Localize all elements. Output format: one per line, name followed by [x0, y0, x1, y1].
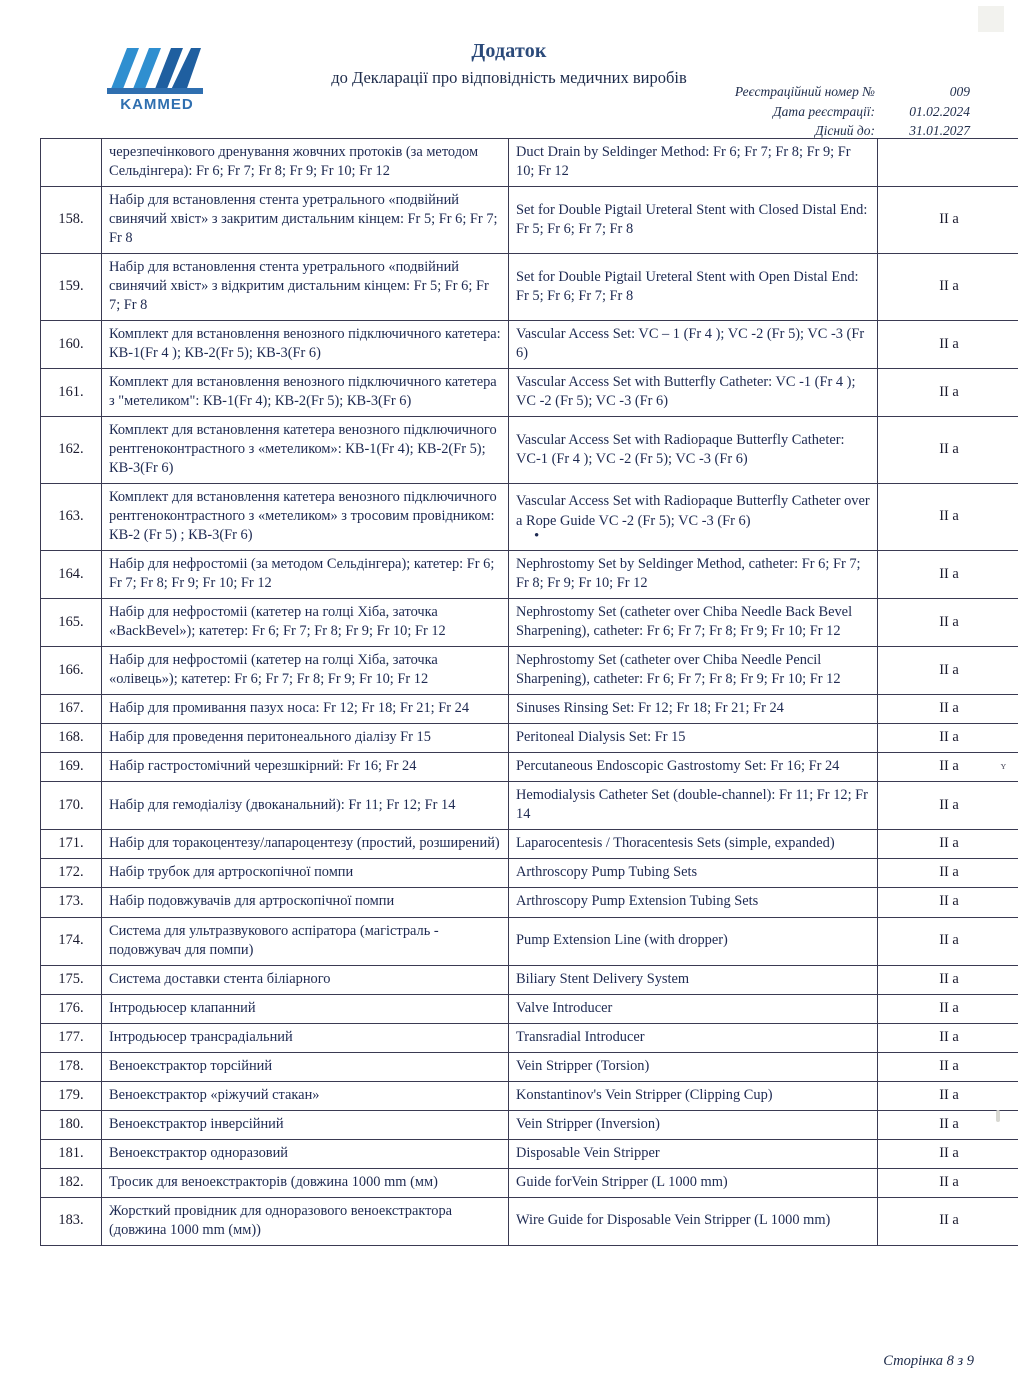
row-number: 175.	[41, 965, 102, 994]
row-number: 165.	[41, 599, 102, 647]
row-name-en: Duct Drain by Seldinger Method: Fr 6; Fr 7; Fr 8; Fr 9; Fr 10; Fr 12	[509, 139, 878, 187]
registration-row	[735, 121, 970, 141]
row-class: II a	[878, 695, 1018, 724]
table-row	[41, 1052, 1018, 1081]
row-name-ua: Інтродьюсер клапанний	[102, 994, 509, 1023]
table-row	[41, 724, 1018, 753]
row-class: II a	[878, 417, 1018, 484]
row-number	[41, 139, 102, 187]
row-class: II a	[878, 1110, 1018, 1139]
row-class: II a	[878, 187, 1018, 254]
table-body	[41, 139, 1018, 1246]
row-class: II a	[878, 994, 1018, 1023]
row-name-ua: Веноекстрактор одноразовий	[102, 1139, 509, 1168]
table-row	[41, 647, 1018, 695]
row-number: 177.	[41, 1023, 102, 1052]
row-name-ua: Веноекстрактор «ріжучий стакан»	[102, 1081, 509, 1110]
row-name-ua: Комплект для встановлення катетера венозного підключичного рентгеноконтрастного з «метеликом»: КВ-1(Fr 4); КВ-2(Fr 5); КВ-3(Fr 6)	[102, 417, 509, 484]
row-name-ua: Набір для промивання пазух носа: Fr 12; Fr 18; Fr 21; Fr 24	[102, 695, 509, 724]
table-row	[41, 254, 1018, 321]
table-row	[41, 417, 1018, 484]
row-name-ua: Система доставки стента біліарного	[102, 965, 509, 994]
row-class: II a	[878, 551, 1018, 599]
row-number: 174.	[41, 917, 102, 965]
product-table	[40, 138, 1018, 1246]
row-number: 173.	[41, 888, 102, 917]
registration-number-label: Реєстраційний номер №	[734, 84, 875, 99]
row-number: 170.	[41, 782, 102, 830]
table-row	[41, 859, 1018, 888]
row-class: II a	[878, 1023, 1018, 1052]
row-class: II a	[878, 1197, 1018, 1245]
page-footer: Сторінка 8 з 9	[883, 1353, 974, 1369]
row-name-en: Valve Introducer	[509, 994, 878, 1023]
page-subtitle: до Декларації про відповідність медичних виробів	[331, 68, 687, 87]
row-class: II a	[878, 859, 1018, 888]
table-row	[41, 1023, 1018, 1052]
document-header	[40, 28, 978, 139]
row-number: 182.	[41, 1168, 102, 1197]
row-name-en: Arthroscopy Pump Extension Tubing Sets	[509, 888, 878, 917]
row-name-en: Sinuses Rinsing Set: Fr 12; Fr 18; Fr 21; Fr 24	[509, 695, 878, 724]
row-name-en: Set for Double Pigtail Ureteral Stent with Closed Distal End: Fr 5; Fr 6; Fr 7; Fr 8	[509, 187, 878, 254]
row-name-en: Wire Guide for Disposable Vein Stripper (L 1000 mm)	[509, 1197, 878, 1245]
registration-block	[735, 82, 970, 141]
row-name-ua: Набір гастростомічний черезшкірний: Fr 16; Fr 24	[102, 753, 509, 782]
row-name-ua: Набір для встановлення стента уретрального «подвійний свинячий хвіст» з закритим дистальним кінцем: Fr 5; Fr 6; Fr 7; Fr 8	[102, 187, 509, 254]
row-class: II a	[878, 1052, 1018, 1081]
row-class: II a	[878, 753, 1018, 782]
row-name-en: Set for Double Pigtail Ureteral Stent with Open Distal End: Fr 5; Fr 6; Fr 7; Fr 8	[509, 254, 878, 321]
registration-row	[735, 102, 970, 122]
row-number: 172.	[41, 859, 102, 888]
row-number: 168.	[41, 724, 102, 753]
row-number: 164.	[41, 551, 102, 599]
registration-number-value: 009	[949, 84, 970, 99]
row-name-en: Peritoneal Dialysis Set: Fr 15	[509, 724, 878, 753]
row-number: 167.	[41, 695, 102, 724]
table-row	[41, 599, 1018, 647]
table-row	[41, 917, 1018, 965]
logo-wordmark: KAMMED	[120, 96, 194, 113]
row-class: II a	[878, 321, 1018, 369]
table-row	[41, 1168, 1018, 1197]
row-name-en: Disposable Vein Stripper	[509, 1139, 878, 1168]
registration-row	[735, 82, 970, 102]
row-number: 176.	[41, 994, 102, 1023]
row-name-ua: Тросик для веноекстракторів (довжина 1000 mm (мм)	[102, 1168, 509, 1197]
valid-until-value: 31.01.2027	[909, 123, 970, 139]
row-name-en: Percutaneous Endoscopic Gastrostomy Set: Fr 16; Fr 24	[509, 753, 878, 782]
table-row	[41, 888, 1018, 917]
row-class: II a	[878, 1081, 1018, 1110]
row-name-ua: Веноекстрактор торсійний	[102, 1052, 509, 1081]
row-name-ua: Набір для встановлення стента уретрального «подвійний свинячий хвіст» з відкритим дистальним кінцем: Fr 5; Fr 6; Fr 7; Fr 8	[102, 254, 509, 321]
table-row	[41, 753, 1018, 782]
valid-until-label: Дісний до:	[815, 123, 875, 139]
table-row	[41, 782, 1018, 830]
row-name-en: Nephrostomy Set (catheter over Chiba Needle Back Bevel Sharpening), catheter: Fr 6; Fr 7; Fr 8; Fr 9; Fr 10; Fr 12	[509, 599, 878, 647]
row-name-ua: Система для ультразвукового аспіратора (магістраль - подовжувач для помпи)	[102, 917, 509, 965]
row-name-en: Transradial Introducer	[509, 1023, 878, 1052]
row-number: 181.	[41, 1139, 102, 1168]
table-row	[41, 1197, 1018, 1245]
row-name-en: Laparocentesis / Thoracentesis Sets (simple, expanded)	[509, 830, 878, 859]
row-name-en: Vascular Access Set with Butterfly Catheter: VC -1 (Fr 4 ); VC -2 (Fr 5); VC -3 (Fr 6)	[509, 369, 878, 417]
table-row	[41, 321, 1018, 369]
table-row	[41, 965, 1018, 994]
row-class: II a	[878, 782, 1018, 830]
row-name-ua: Жорсткий провідник для одноразового веноекстрактора (довжина 1000 mm (мм))	[102, 1197, 509, 1245]
table-row	[41, 139, 1018, 187]
row-number: 179.	[41, 1081, 102, 1110]
row-class: II a	[878, 599, 1018, 647]
row-name-ua: Набір для торакоцентезу/лапароцентезу (простий, розширений)	[102, 830, 509, 859]
row-name-en: Pump Extension Line (with dropper)	[509, 917, 878, 965]
row-class: II a	[878, 830, 1018, 859]
row-name-ua: Інтродьюсер трансрадіальний	[102, 1023, 509, 1052]
table-row	[41, 1139, 1018, 1168]
row-class: II a	[878, 369, 1018, 417]
row-number: 162.	[41, 417, 102, 484]
row-name-en: Vein Stripper (Torsion)	[509, 1052, 878, 1081]
row-name-ua: Комплект для встановлення катетера венозного підключичного рентгеноконтрастного з «метеликом» з тросовим провідником: КВ-2 (Fr 5) ; КВ-3(Fr 6)	[102, 484, 509, 551]
table-row	[41, 1110, 1018, 1139]
row-class: II a	[878, 917, 1018, 965]
row-name-en: Vascular Access Set: VC – 1 (Fr 4 ); VC -2 (Fr 5); VC -3 (Fr 6)	[509, 321, 878, 369]
row-name-ua: Комплект для встановлення венозного підключичного катетера з "метеликом": КВ-1(Fr 4); КВ-2(Fr 5); КВ-3(Fr 6)	[102, 369, 509, 417]
row-class: II a	[878, 724, 1018, 753]
kammed-logo-icon	[95, 38, 215, 118]
row-name-en: Konstantinov's Vein Stripper (Clipping Cup)	[509, 1081, 878, 1110]
row-name-en: Arthroscopy Pump Tubing Sets	[509, 859, 878, 888]
table-row	[41, 1081, 1018, 1110]
table-row	[41, 994, 1018, 1023]
table-row	[41, 369, 1018, 417]
row-name-en: Nephrostomy Set by Seldinger Method, catheter: Fr 6; Fr 7; Fr 8; Fr 9; Fr 10; Fr 12	[509, 551, 878, 599]
row-number: 159.	[41, 254, 102, 321]
row-name-ua: Набір подовжувачів для артроскопічної помпи	[102, 888, 509, 917]
row-class	[878, 139, 1018, 187]
row-number: 171.	[41, 830, 102, 859]
table-row	[41, 695, 1018, 724]
table-row	[41, 187, 1018, 254]
row-name-en: Vein Stripper (Inversion)	[509, 1110, 878, 1139]
row-number: 161.	[41, 369, 102, 417]
row-name-ua: Веноекстрактор інверсійний	[102, 1110, 509, 1139]
page-title: Додаток	[471, 40, 547, 62]
table-row	[41, 551, 1018, 599]
row-number: 158.	[41, 187, 102, 254]
row-number: 166.	[41, 647, 102, 695]
row-name-ua: Комплект для встановлення венозного підключичного катетера: КВ-1(Fr 4 ); КВ-2(Fr 5); КВ-3(Fr 6)	[102, 321, 509, 369]
row-class: II a	[878, 965, 1018, 994]
row-name-en: Hemodialysis Catheter Set (double-channel): Fr 11; Fr 12; Fr 14	[509, 782, 878, 830]
row-class: II a	[878, 484, 1018, 551]
scan-artifact-corner	[978, 6, 1004, 32]
row-class: II a	[878, 1168, 1018, 1197]
row-number: 169.	[41, 753, 102, 782]
row-name-en: Vascular Access Set with Radiopaque Butterfly Catheter over a Rope Guide VC -2 (Fr 5); VC -3 (Fr 6) •	[509, 484, 878, 551]
row-name-ua: Набір для нефростоміі (катетер на голці Хіба, заточка «олівець»); катетер: Fr 6; Fr 7; Fr 8; Fr 9; Fr 10; Fr 12	[102, 647, 509, 695]
registration-date-label: Дата реєстрації:	[773, 103, 875, 119]
row-number: 160.	[41, 321, 102, 369]
table-row	[41, 830, 1018, 859]
registration-date-value: 01.02.2024	[909, 103, 970, 119]
scan-artifact-dot	[996, 1110, 1000, 1122]
row-name-ua: Набір для нефростоміі (катетер на голці Хіба, заточка «BackBevel»); катетер: Fr 6; Fr 7; Fr 8; Fr 9; Fr 10; Fr 12	[102, 599, 509, 647]
row-name-ua: Набір для гемодіалізу (двоканальний): Fr 11; Fr 12; Fr 14	[102, 782, 509, 830]
row-name-en: Biliary Stent Delivery System	[509, 965, 878, 994]
row-number: 178.	[41, 1052, 102, 1081]
row-name-ua: Набір трубок для артроскопічної помпи	[102, 859, 509, 888]
row-name-ua: Набір для проведення перитонеального діалізу Fr 15	[102, 724, 509, 753]
row-class: II a	[878, 647, 1018, 695]
row-number: 163.	[41, 484, 102, 551]
row-name-en: Vascular Access Set with Radiopaque Butterfly Catheter: VC-1 (Fr 4 ); VC -2 (Fr 5); VC -3 (Fr 6)	[509, 417, 878, 484]
row-class: II a	[878, 1139, 1018, 1168]
scan-artifact-margin: ʏ	[1000, 760, 1006, 772]
row-class: II a	[878, 254, 1018, 321]
row-name-ua: черезпечінкового дренування жовчних протоків (за методом Сельдінгера): Fr 6; Fr 7; Fr 8; Fr 9; Fr 10; Fr 12	[102, 139, 509, 187]
table-row	[41, 484, 1018, 551]
row-name-en: Nephrostomy Set (catheter over Chiba Needle Pencil Sharpening), catheter: Fr 6; Fr 7; Fr 8; Fr 9; Fr 10; Fr 12	[509, 647, 878, 695]
row-class: II a	[878, 888, 1018, 917]
row-number: 180.	[41, 1110, 102, 1139]
row-number: 183.	[41, 1197, 102, 1245]
row-name-en: Guide forVein Stripper (L 1000 mm)	[509, 1168, 878, 1197]
row-name-ua: Набір для нефростоміі (за методом Сельдінгера); катетер: Fr 6; Fr 7; Fr 8; Fr 9; Fr 10; Fr 12	[102, 551, 509, 599]
